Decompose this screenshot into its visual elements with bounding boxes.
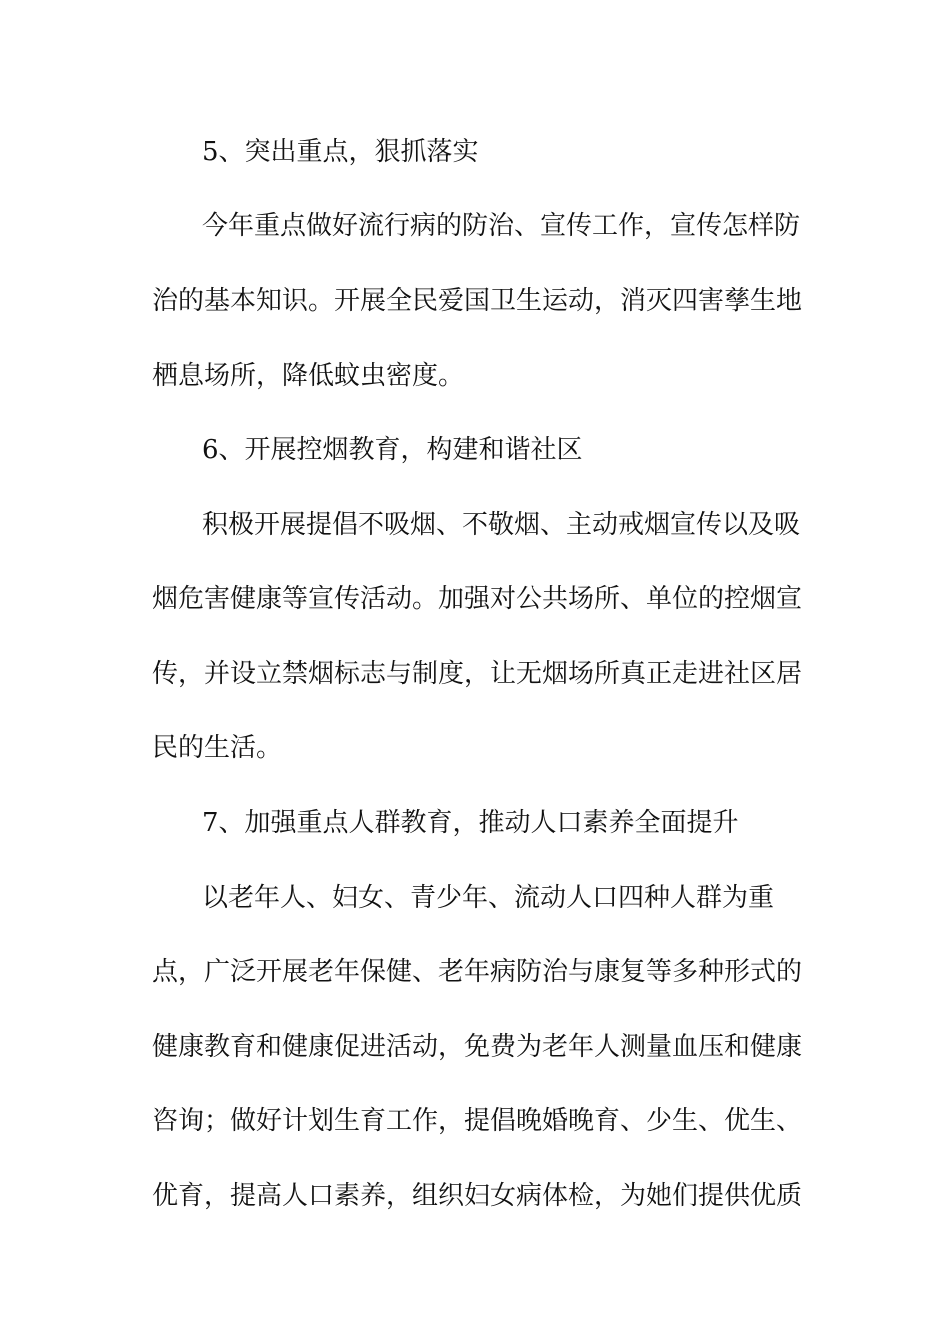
paragraph-line: 以老年人、妇女、青少年、流动人口四种人群为重 bbox=[202, 883, 775, 913]
paragraph-line: 今年重点做好流行病的防治、宣传工作，宣传怎样防 bbox=[202, 211, 801, 241]
paragraph-line: 积极开展提倡不吸烟、不敬烟、主动戒烟宣传以及吸 bbox=[202, 510, 801, 540]
paragraph-line: 治的基本知识。开展全民爱国卫生运动，消灭四害孳生地 bbox=[152, 286, 803, 316]
paragraph-line: 健康教育和健康促进活动，免费为老年人测量血压和健康 bbox=[152, 1032, 803, 1062]
paragraph-line: 民的生活。 bbox=[152, 733, 283, 763]
heading-6: 6、开展控烟教育，构建和谐社区 bbox=[202, 435, 583, 465]
paragraph-line: 优育，提高人口素养，组织妇女病体检，为她们提供优质 bbox=[152, 1181, 803, 1211]
paragraph-line: 点，广泛开展老年保健、老年病防治与康复等多种形式的 bbox=[152, 957, 803, 987]
heading-7: 7、加强重点人群教育，推动人口素养全面提升 bbox=[202, 808, 739, 838]
paragraph-line: 栖息场所，降低蚊虫密度。 bbox=[152, 361, 465, 391]
paragraph-line: 咨询；做好计划生育工作，提倡晚婚晚育、少生、优生、 bbox=[152, 1106, 803, 1136]
paragraph-line: 传，并设立禁烟标志与制度，让无烟场所真正走进社区居 bbox=[152, 659, 803, 689]
paragraph-line: 烟危害健康等宣传活动。加强对公共场所、单位的控烟宣 bbox=[152, 584, 803, 614]
heading-5: 5、突出重点，狠抓落实 bbox=[202, 137, 479, 167]
